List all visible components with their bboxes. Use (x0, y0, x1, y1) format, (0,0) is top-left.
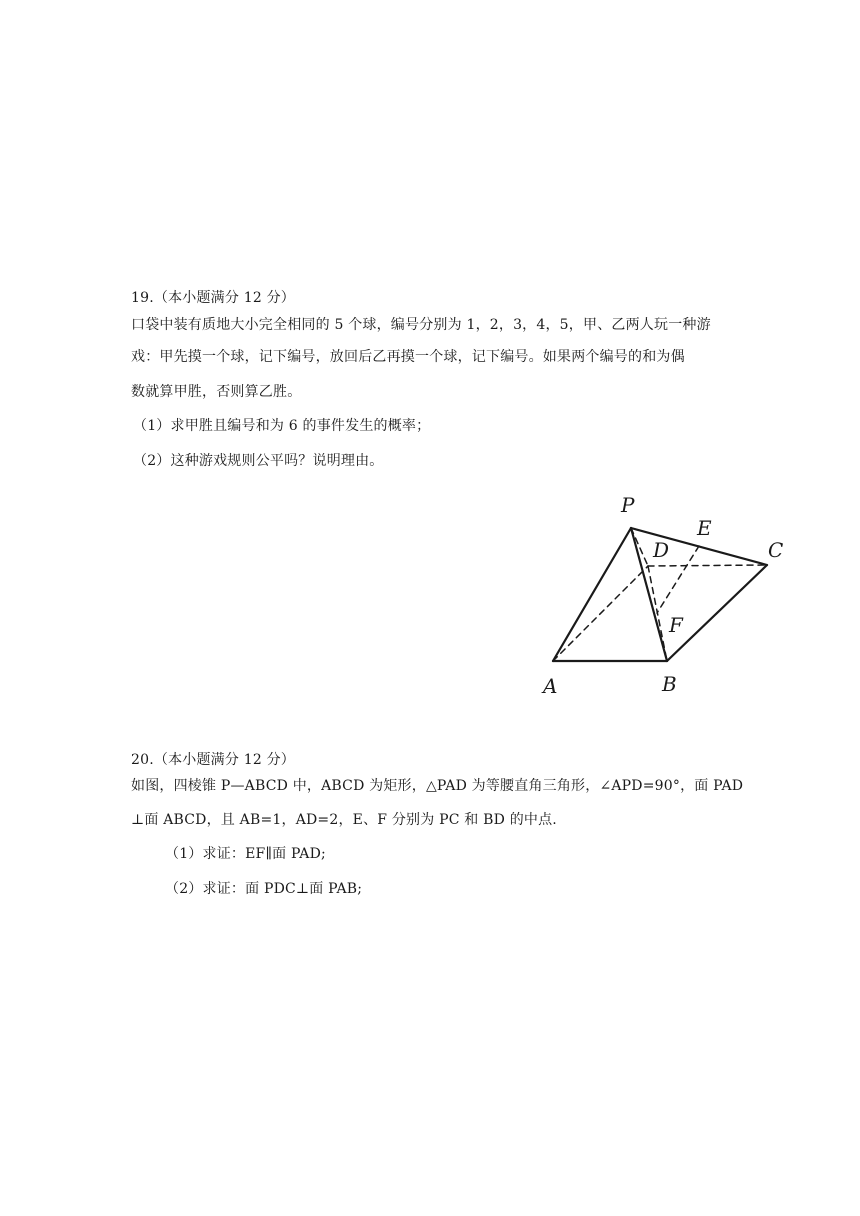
q19-text-line-2: 戏：甲先摸一个球，记下编号，放回后乙再摸一个球，记下编号。如果两个编号的和为偶 (131, 349, 685, 365)
q20-text-line-1: 如图，四棱锥 P—ABCD 中，ABCD 为矩形，△PAD 为等腰直角三角形，∠APD=90°，面 PAD (131, 778, 744, 794)
label-F: F (669, 613, 683, 637)
label-A: A (543, 674, 558, 698)
edge-DC (648, 565, 767, 566)
q20-header: 20.（本小题满分 12 分） (131, 752, 295, 768)
q20-part-1: （1）求证：EF∥面 PAD; (165, 846, 326, 862)
pyramid-diagram (535, 490, 795, 705)
q20-text-line-2: ⊥面 ABCD，且 AB=1，AD=2，E、F 分别为 PC 和 BD 的中点. (131, 812, 557, 828)
q19-part-2: （2）这种游戏规则公平吗？说明理由。 (133, 453, 384, 469)
label-E: E (697, 516, 712, 540)
label-C: C (768, 538, 784, 562)
q19-text-line-3: 数就算甲胜，否则算乙胜。 (131, 384, 302, 400)
label-D: D (653, 538, 670, 562)
label-B: B (662, 672, 677, 696)
q19-header: 19.（本小题满分 12 分） (131, 290, 295, 306)
q19-part-1: （1）求甲胜且编号和为 6 的事件发生的概率； (133, 418, 431, 434)
q19-text-line-1: 口袋中装有质地大小完全相同的 5 个球，编号分别为 1，2，3，4，5，甲、乙两人玩一种游 (131, 317, 711, 333)
label-P: P (621, 493, 635, 517)
pyramid-figure (535, 490, 795, 705)
q20-part-2: （2）求证：面 PDC⊥面 PAB; (165, 881, 363, 897)
